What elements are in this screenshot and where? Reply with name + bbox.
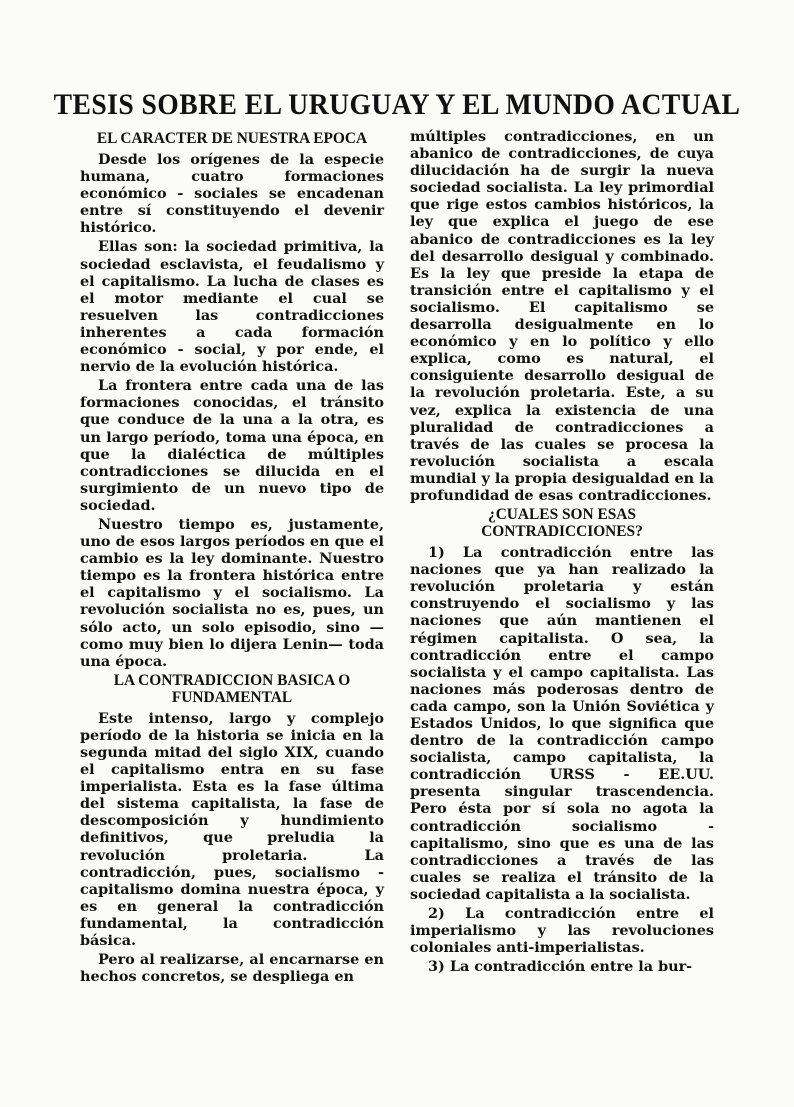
paragraph: Pero al realizarse, al encarnarse en hechos concretos, se despliega en xyxy=(80,951,384,986)
list-item: 1) La contradicción entre las naciones que ya han realizado la revolución proletaria y están construyendo el socialismo y las naciones que aún mantienen el régimen capitalista. O sea, la contradicción entre el campo socialista y el campo capitalista. Las naciones más poderosas dentro de cada campo, son la Unión Soviética y Estados Unidos, lo que significa que dentro de la contradicción campo socialista, campo capitalista, la contradicción URSS - EE.UU. presenta singular trascendencia. Pero ésta por sí sola no agota la contradicción socialismo - capitalismo, sino que es una de las contradicciones a través de las cuales se realiza el tránsito de la sociedad capitalista a la socialista. xyxy=(410,544,714,903)
paragraph: Nuestro tiempo es, justamente, uno de esos largos períodos en que el cambio es la ley dominante. Nuestro tiempo es la frontera histórica entre el capitalismo y el socialismo. La revolución socialista no es, pues, un sólo acto, un solo episodio, sino —como muy bien lo dijera Lenin— toda una época. xyxy=(80,515,384,670)
paragraph: múltiples contradicciones, en un abanico de contradicciones, de cuya dilucidación ha de surgir la nueva sociedad socialista. La ley primordial que rige estos cambios históricos, la ley que explica el juego de ese abanico de contradicciones es la ley del desarrollo desigual y combinado. Es la ley que preside la etapa de transición entre el capitalismo y el socialismo. El capitalismo se desarrolla desigualmente en lo económico y en lo político y ello explica, como es natural, el consiguiente desarrollo desigual de la revolución proletaria. Este, a su vez, explica la existencia de una pluralidad de contradicciones a través de las cuales se procesa la revolución socialista a escala mundial y la propia desigualdad en la profundidad de esas contradicciones. xyxy=(410,128,714,504)
page-title: TESIS SOBRE EL URUGUAY Y EL MUNDO ACTUAL xyxy=(53,88,741,121)
section-heading-caracter: EL CARACTER DE NUESTRA EPOCA xyxy=(96,130,368,147)
right-column xyxy=(410,128,714,977)
list-item: 2) La contradicción entre el imperialismo y las revoluciones coloniales anti-imperialistas. xyxy=(410,905,714,957)
left-column xyxy=(80,128,384,987)
paragraph: Este intenso, largo y complejo período de la historia se inicia en la segunda mitad del siglo XIX, cuando el capitalismo entra en su fase imperialista. Esta es la fase última del sistema capitalista, la fase de descomposición y hundimiento definitivos, que preludia la revolución proletaria. La contradicción, pues, socialismo - capitalismo domina nuestra época, y es en general la contradicción fundamental, la contradicción básica. xyxy=(80,709,384,950)
section-heading-cuales-contradicciones: ¿CUALES SON ESAS CONTRADICCIONES? xyxy=(481,506,643,541)
paragraph: Ellas son: la sociedad primitiva, la sociedad esclavista, el feudalismo y el capitalismo. La lucha de clases es el motor mediante el cual se resuelven las contradicciones inherentes a cada formación económico - social, y por ende, el nervio de la evolución histórica. xyxy=(80,238,384,376)
section-heading-contradiccion-basica: LA CONTRADICCION BASICA O FUNDAMENTAL xyxy=(113,671,351,706)
list-item: 3) La contradicción entre la bur- xyxy=(428,958,693,976)
paragraph: La frontera entre cada una de las formaciones conocidas, el tránsito que conduce de la una a la otra, es un largo período, toma una época, en que la dialéctica de múltiples contradicciones se dilucida en el surgimiento de un nuevo tipo de sociedad. xyxy=(80,377,384,514)
paragraph: Desde los orígenes de la especie humana, cuatro formaciones económico - sociales se encadenan entre sí constituyendo el devenir histórico. xyxy=(80,151,384,237)
